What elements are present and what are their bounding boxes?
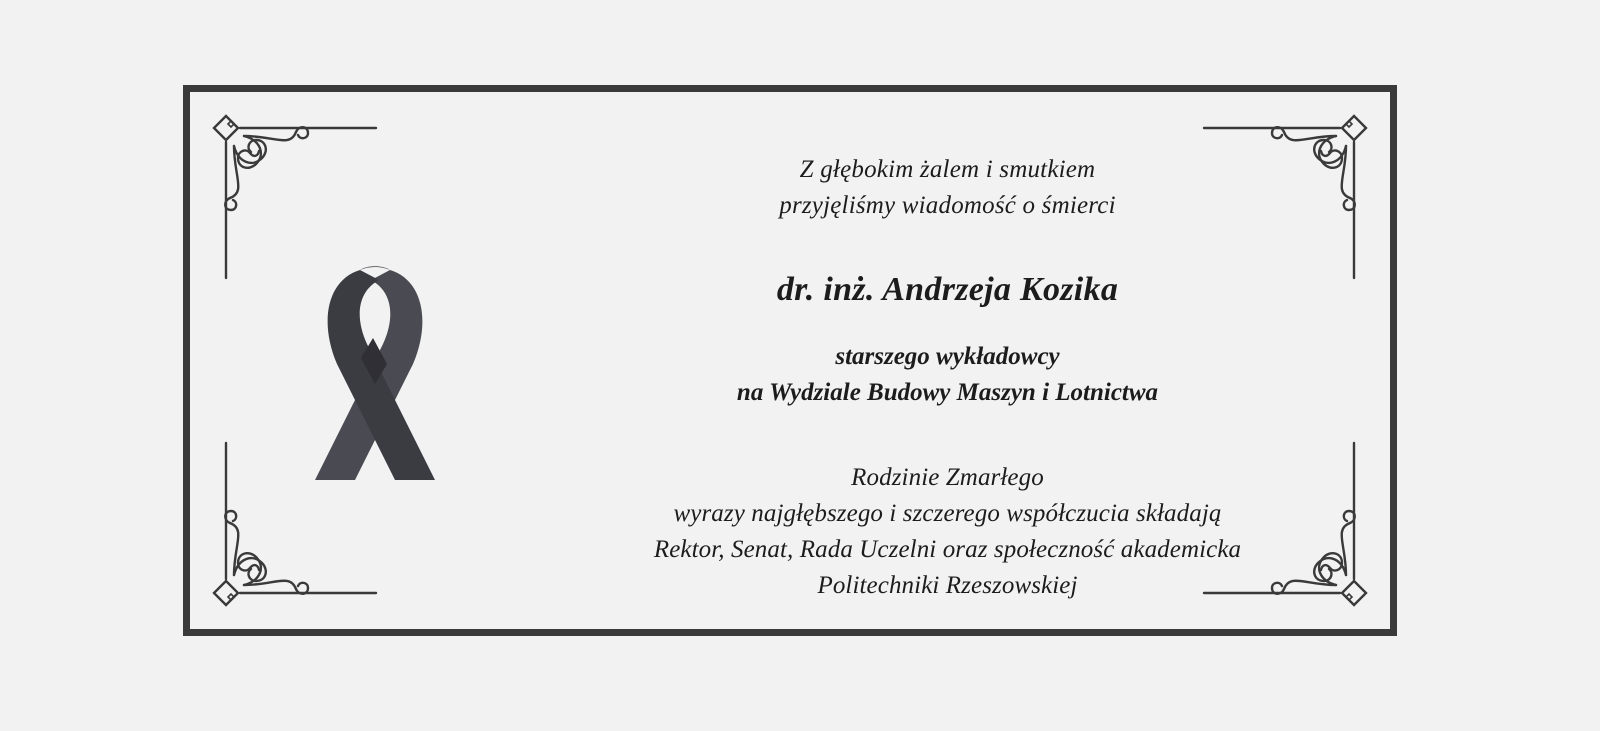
deceased-role: [520, 339, 1375, 412]
deceased-name: dr. inż. Andrzeja Kozika: [776, 271, 1119, 308]
condolence-text: [520, 460, 1375, 605]
intro-text: [520, 152, 1375, 223]
obituary-text-block: [520, 152, 1375, 605]
condolence-line-3: Rektor, Senat, Rada Uczelni oraz społeczność akademicka: [653, 536, 1242, 563]
intro-line-2: przyjęliśmy wiadomość o śmierci: [779, 191, 1116, 219]
condolence-line-1: Rodzinie Zmarłego: [851, 463, 1044, 491]
condolence-line-4: Politechniki Rzeszowskiej: [817, 572, 1078, 600]
intro-line-1: Z głębokim żalem i smutkiem: [799, 156, 1096, 183]
role-line-2: na Wydziale Budowy Maszyn i Lotnictwa: [736, 379, 1159, 407]
condolence-line-2: wyrazy najgłębszego i szczerego współczucia składają: [673, 499, 1222, 527]
mourning-frame: [183, 85, 1397, 636]
role-line-1: starszego wykładowcy: [835, 343, 1060, 370]
black-mourning-ribbon-icon: [295, 252, 455, 482]
